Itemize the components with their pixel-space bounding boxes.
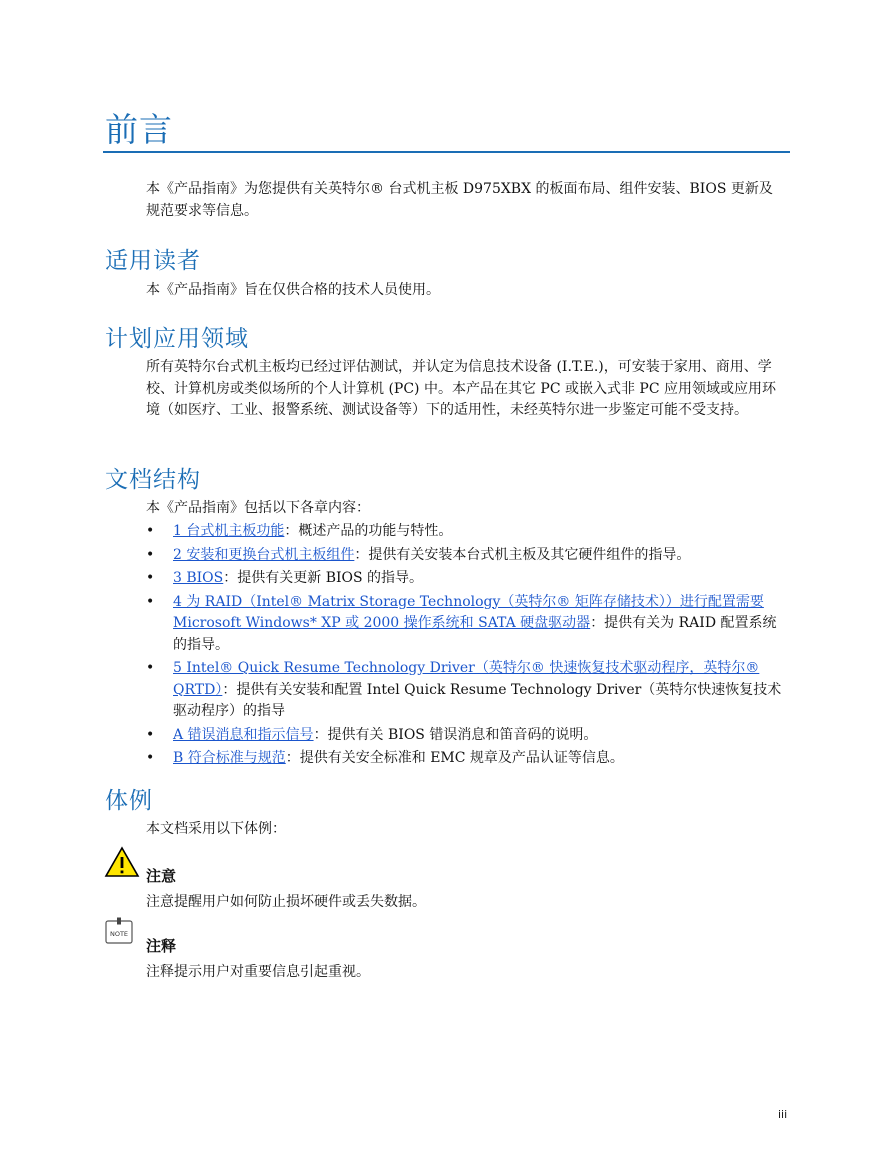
bullet-icon: •: [146, 593, 155, 610]
structure-lead: 本《产品指南》包括以下各章内容：: [146, 500, 370, 516]
intro-paragraph: 本《产品指南》为您提供有关英特尔® 台式机主板 D975XBX 的板面布局、组件安装、BIOS 更新及规范要求等信息。: [146, 181, 773, 219]
list-item: [146, 748, 786, 770]
bullet-icon: •: [146, 570, 155, 586]
list-item: [146, 658, 786, 723]
list-item: [146, 592, 786, 657]
note-pad-icon: [103, 917, 135, 947]
chapter-link-3[interactable]: 3 BIOS: [173, 570, 224, 586]
list-item: [146, 568, 786, 590]
appendix-desc-a: ：提供有关 BIOS 错误消息和笛音码的说明。: [313, 726, 598, 743]
conventions-lead: 本文档采用以下体例：: [146, 821, 286, 837]
usage-text: 所有英特尔台式机主板均已经过评估测试，并认定为信息技术设备 (I.T.E.)，可安装于家用、商用、学校、计算机房或类似场所的个人计算机 (PC) 中。本产品在其它 PC 或嵌入式非 PC 应用领域或应用环境（如医疗、工业、报警系统、测试设备等）下的适用性，未经英特尔进一步鉴定可能不受支持。: [146, 359, 777, 418]
heading-conventions: 体例: [105, 788, 153, 814]
note-icon-text: NOTE: [109, 930, 129, 938]
appendix-link-b[interactable]: B 符合标准与规范: [173, 750, 286, 766]
page-number: iii: [778, 1108, 788, 1121]
chapter-desc-4: ：提供有关为 RAID 配置系统的指导。: [173, 615, 777, 653]
chapter-desc-2: ：提供有关安装本台式机主板及其它硬件组件的指导。: [354, 546, 691, 563]
appendix-link-a[interactable]: A 错误消息和指示信号: [173, 726, 314, 743]
chapter-link-1[interactable]: 1 台式机主板功能: [173, 523, 285, 539]
appendix-desc-b: ：提供有关安全标准和 EMC 规章及产品认证等信息。: [285, 750, 624, 766]
bullet-icon: •: [146, 546, 155, 563]
bullet-icon: •: [146, 660, 155, 676]
list-item: [146, 725, 786, 747]
heading-audience: 适用读者: [105, 248, 201, 274]
bullet-icon: •: [146, 523, 155, 539]
list-item: [146, 521, 786, 543]
chapter-desc-5: ：提供有关安装和配置 Intel Quick Resume Technology Driver（英特尔快速恢复技术驱动程序）的指导: [173, 681, 782, 719]
chapter-desc-3: ：提供有关更新 BIOS 的指导。: [223, 570, 424, 586]
warning-triangle-icon: [104, 846, 140, 878]
chapter-link-2[interactable]: 2 安装和更换台式机主板组件: [173, 546, 355, 563]
heading-structure: 文档结构: [105, 467, 201, 493]
page-title: 前言: [105, 110, 173, 149]
title-rule: [103, 151, 790, 153]
caution-text: 注意提醒用户如何防止损坏硬件或丢失数据。: [146, 894, 426, 910]
audience-text: 本《产品指南》旨在仅供合格的技术人员使用。: [146, 282, 440, 298]
list-item: [146, 545, 786, 567]
caution-label: 注意: [146, 867, 177, 885]
chapter-link-5[interactable]: 5 Intel® Quick Resume Technology Driver（英特尔® 快速恢复技术驱动程序，英特尔® QRTD）: [173, 660, 760, 698]
bullet-icon: •: [146, 726, 155, 743]
note-label: 注释: [146, 937, 177, 955]
heading-usage: 计划应用领域: [105, 326, 249, 352]
chapter-link-4[interactable]: 4 为 RAID（Intel® Matrix Storage Technology（英特尔® 矩阵存储技术））进行配置需要 Microsoft Windows* XP 或 2000 操作系统和 SATA 硬盘驱动器: [173, 593, 764, 631]
bullet-icon: •: [146, 750, 155, 766]
chapter-desc-1: ：概述产品的功能与特性。: [284, 523, 453, 539]
chapter-list: [146, 521, 786, 772]
note-text: 注释提示用户对重要信息引起重视。: [146, 964, 370, 980]
